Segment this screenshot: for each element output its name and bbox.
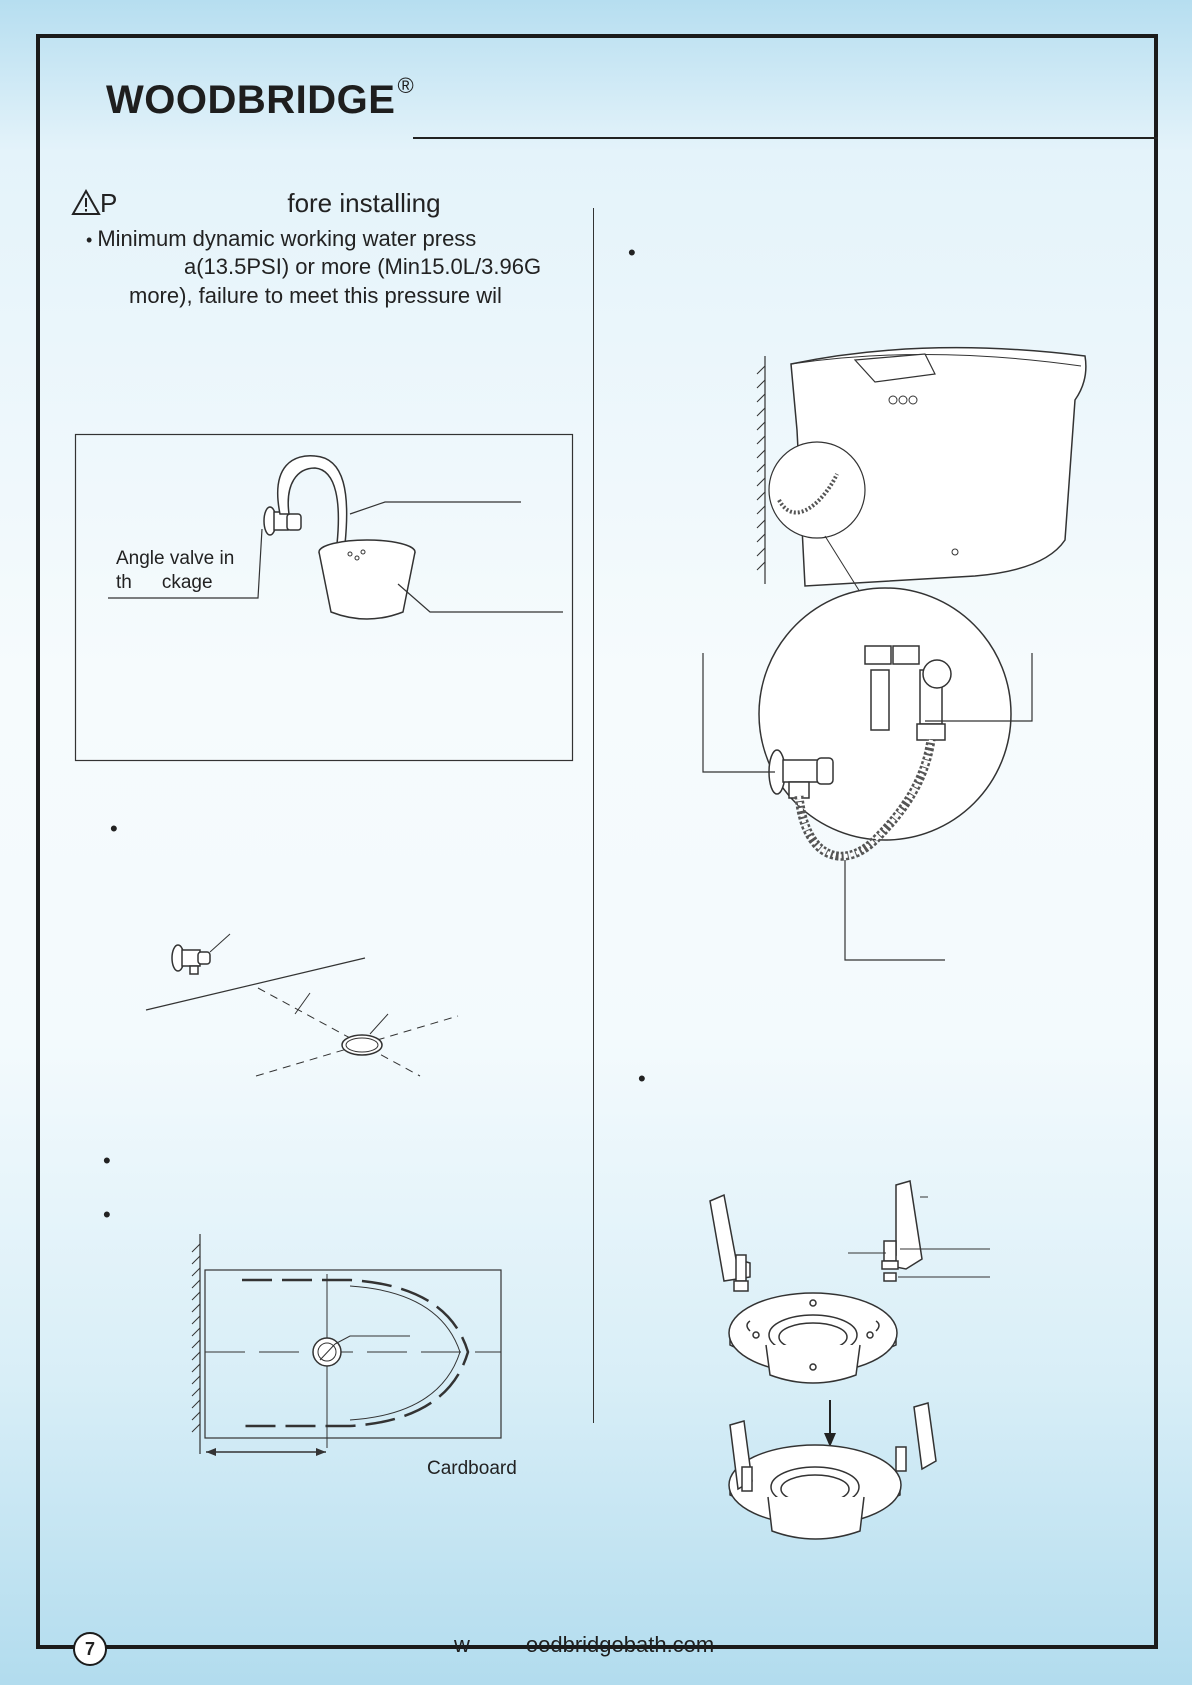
cardboard-sheet — [205, 1270, 501, 1438]
header-rule — [413, 137, 1158, 139]
detail-callout-small — [769, 442, 865, 538]
cardboard-label: Cardboard — [427, 1458, 517, 1479]
brand-logo — [106, 72, 415, 123]
column-divider — [593, 208, 594, 1423]
cardboard-template-figure — [190, 1234, 510, 1464]
bullet-marker: • — [103, 1148, 111, 1173]
wall-valve-icon — [172, 945, 210, 974]
warning-line-3: more), failure to meet this pressure wil — [129, 283, 502, 308]
warning-triangle-icon — [72, 189, 100, 215]
floor-flange-figure — [700, 1185, 1010, 1565]
angle-valve-label-2a: th — [116, 572, 132, 593]
angle-valve-label-2 — [116, 572, 213, 594]
centerline-a — [258, 988, 420, 1076]
toilet-outline — [242, 1280, 468, 1426]
website-url[interactable] — [454, 1632, 714, 1658]
bullet-marker: • — [638, 1066, 646, 1091]
url-rest: oodbridgebath.com — [525, 1632, 715, 1657]
brand-name: WOODBRIDGE — [106, 78, 396, 122]
footer-rule-right — [762, 1645, 1158, 1649]
angle-valve-label-2b: ckage — [161, 572, 213, 593]
toilet-connection-figure — [725, 340, 1095, 960]
registered-mark: ® — [397, 72, 415, 98]
angle-valve-label-1: Angle valve in — [116, 548, 235, 569]
footer-rule-left — [104, 1645, 434, 1649]
bullet-marker: • — [110, 816, 118, 841]
pressure-test-figure — [75, 434, 575, 762]
bullet-marker: • — [628, 240, 636, 265]
drain-position-figure — [140, 928, 470, 1078]
warning-title-suffix: fore installing — [287, 188, 441, 218]
page-number: 7 — [73, 1632, 107, 1666]
url-prefix: w — [454, 1632, 470, 1657]
warning-title — [72, 188, 441, 219]
hose-line — [278, 456, 347, 544]
warning-line-1-text: Minimum dynamic working water press — [97, 226, 477, 251]
t-bolt-right-icon — [882, 1181, 922, 1281]
hose-callout-line — [845, 860, 945, 960]
warning-line-2: a(13.5PSI) or more (Min15.0L/3.96G — [184, 254, 542, 279]
warning-title-prefix: P — [100, 188, 118, 218]
bucket-icon — [319, 540, 415, 619]
warning-line-1: • Minimum dynamic working water press — [86, 226, 477, 251]
flange-top-icon — [729, 1293, 897, 1383]
t-bolt-left-icon — [710, 1195, 750, 1291]
bucket-leader-line — [398, 584, 563, 612]
hose-leader-line — [350, 502, 521, 514]
bullet-marker: • — [103, 1202, 111, 1227]
flange-bottom-icon — [729, 1403, 936, 1539]
